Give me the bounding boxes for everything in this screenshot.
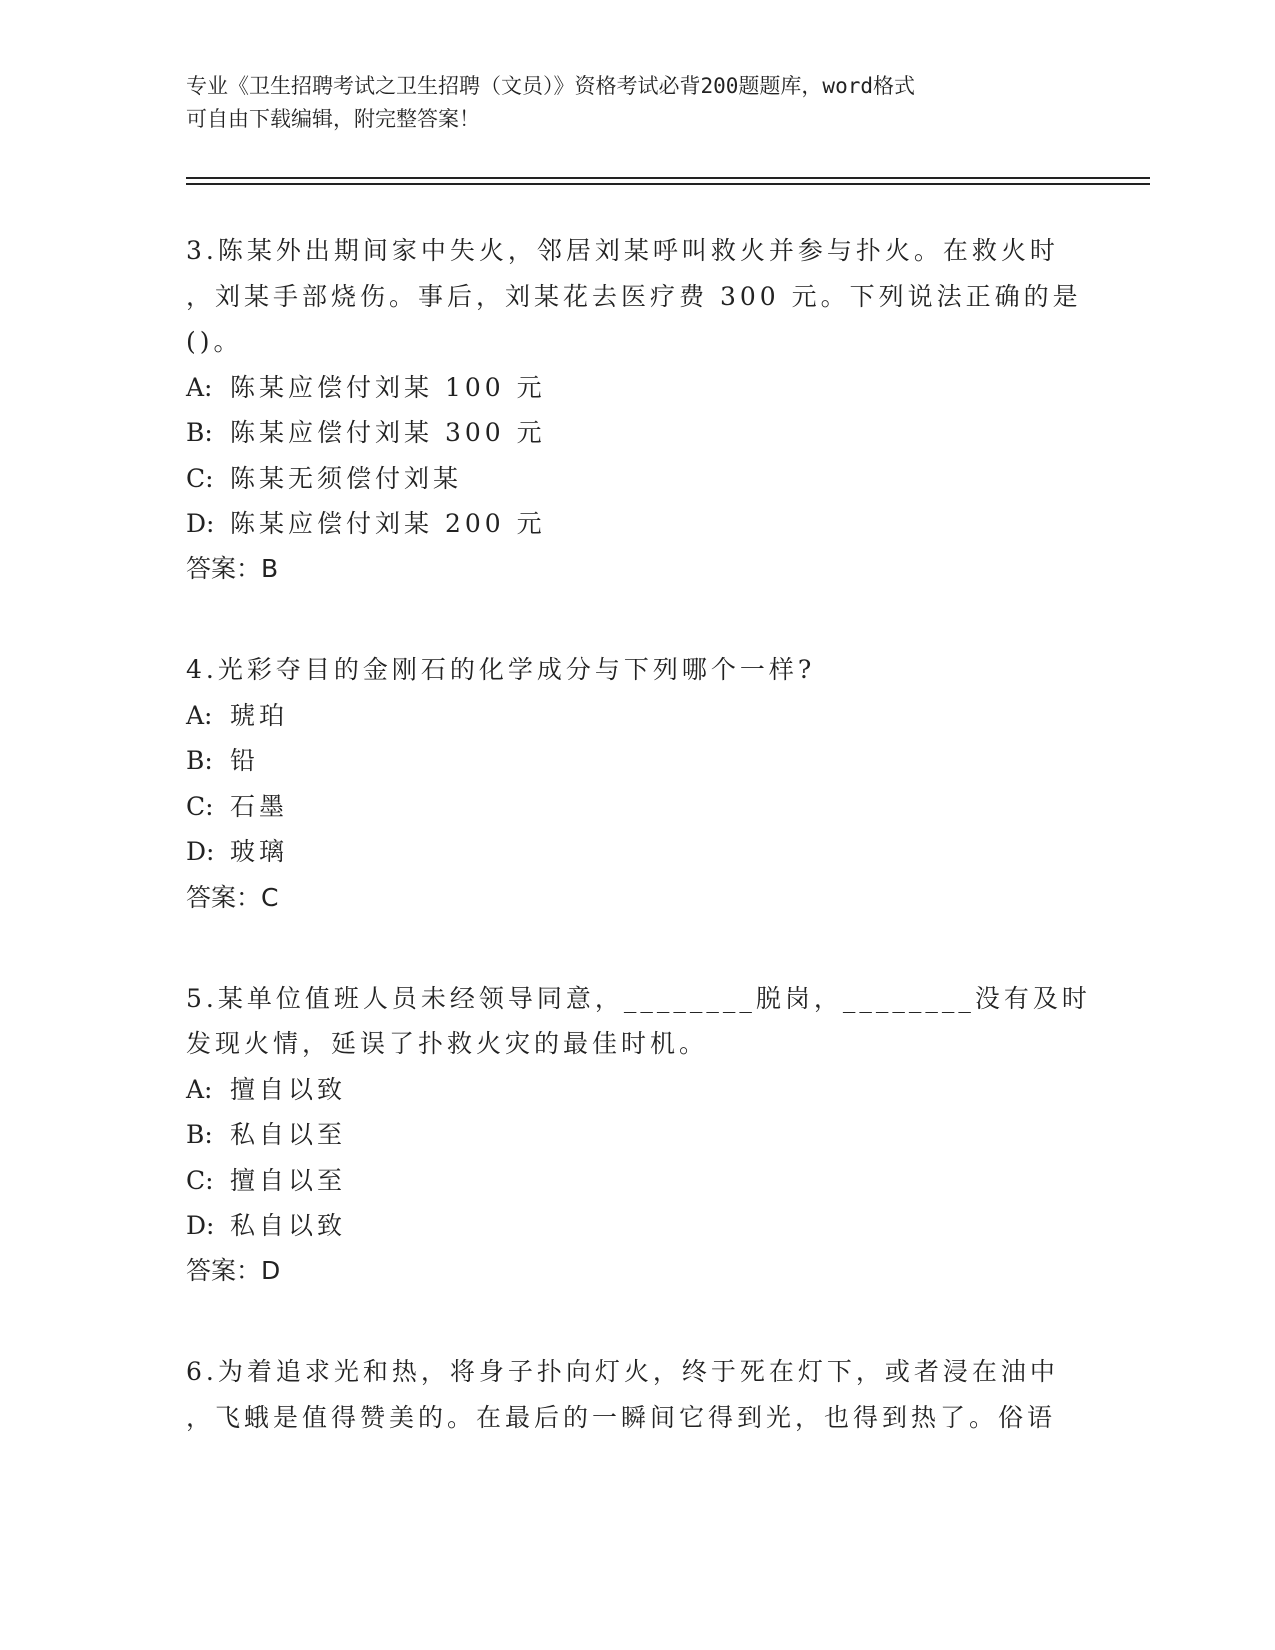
question-6 — [186, 1349, 1066, 1440]
question-text-line: ，飞蛾是值得赞美的。在最后的一瞬间它得到光，也得到热了。俗语 — [186, 1403, 1057, 1433]
option-letter: D: — [186, 1211, 215, 1241]
question-5 — [186, 976, 1091, 1294]
option-c — [186, 456, 1066, 501]
option-d — [186, 829, 1066, 874]
question-text-line: 5.某单位值班人员未经领导同意，________脱岗，________没有及时 — [186, 983, 1091, 1013]
question-text-line: 发现火情，延误了扑救火灾的最佳时机。 — [186, 1029, 709, 1059]
option-a — [186, 1067, 1066, 1112]
option-letter: B: — [186, 746, 213, 776]
option-a — [186, 693, 1066, 738]
option-d — [186, 501, 1066, 546]
option-text: 擅自以至 — [230, 1165, 347, 1195]
question-text-line: ，刘某手部烧伤。事后，刘某花去医疗费 300 元。下列说法正确的是 — [186, 281, 1082, 311]
question-list — [186, 228, 1091, 1497]
option-letter: B: — [186, 1120, 213, 1150]
question-text-line: ()。 — [186, 327, 243, 357]
question-text-line: 3.陈某外出期间家中失火，邻居刘某呼叫救火并参与扑火。在救火时 — [186, 236, 1059, 265]
option-d — [186, 1203, 1066, 1248]
option-letter: A: — [186, 701, 213, 730]
document-header — [186, 70, 1066, 136]
answer-line: 答案：B — [186, 554, 279, 584]
option-letter: C: — [186, 791, 214, 821]
header-divider-top — [186, 177, 1150, 179]
option-c — [186, 1158, 1066, 1203]
option-a — [186, 365, 1066, 410]
option-letter: C: — [186, 463, 214, 493]
question-text-line: 6.为着追求光和热，将身子扑向灯火，终于死在灯下，或者浸在油中 — [186, 1357, 1059, 1387]
answer-line: 答案：C — [186, 882, 279, 912]
option-b — [186, 1112, 1066, 1157]
question-3 — [186, 228, 1082, 591]
option-c — [186, 784, 1066, 829]
header-line-1: 专业《卫生招聘考试之卫生招聘（文员）》资格考试必背200题题库，word格式 — [186, 74, 915, 98]
option-text: 铅 — [230, 746, 260, 776]
answer-line: 答案：D — [186, 1256, 281, 1286]
option-text: 陈某应偿付刘某 300 元 — [230, 418, 546, 448]
option-letter: A: — [186, 1074, 213, 1104]
header-divider-bottom — [186, 183, 1150, 185]
option-text: 陈某应偿付刘某 200 元 — [230, 509, 546, 538]
option-text: 私自以至 — [230, 1120, 347, 1150]
option-text: 私自以致 — [230, 1211, 347, 1241]
option-text: 石墨 — [230, 791, 289, 821]
option-text: 琥珀 — [230, 701, 289, 730]
question-text-line: 4.光彩夺目的金刚石的化学成分与下列哪个一样? — [186, 655, 816, 685]
header-line-2: 可自由下载编辑，附完整答案！ — [186, 107, 480, 131]
question-4 — [186, 647, 1066, 919]
option-letter: C: — [186, 1165, 214, 1195]
option-letter: B: — [186, 418, 213, 448]
option-text: 擅自以致 — [230, 1074, 347, 1104]
option-b — [186, 410, 1066, 455]
option-text: 陈某应偿付刘某 100 元 — [230, 372, 546, 402]
option-letter: D: — [186, 837, 215, 867]
option-b — [186, 738, 1066, 783]
option-letter: A: — [186, 372, 213, 402]
option-letter: D: — [186, 509, 215, 538]
option-text: 陈某无须偿付刘某 — [230, 463, 463, 493]
option-text: 玻璃 — [230, 837, 289, 867]
